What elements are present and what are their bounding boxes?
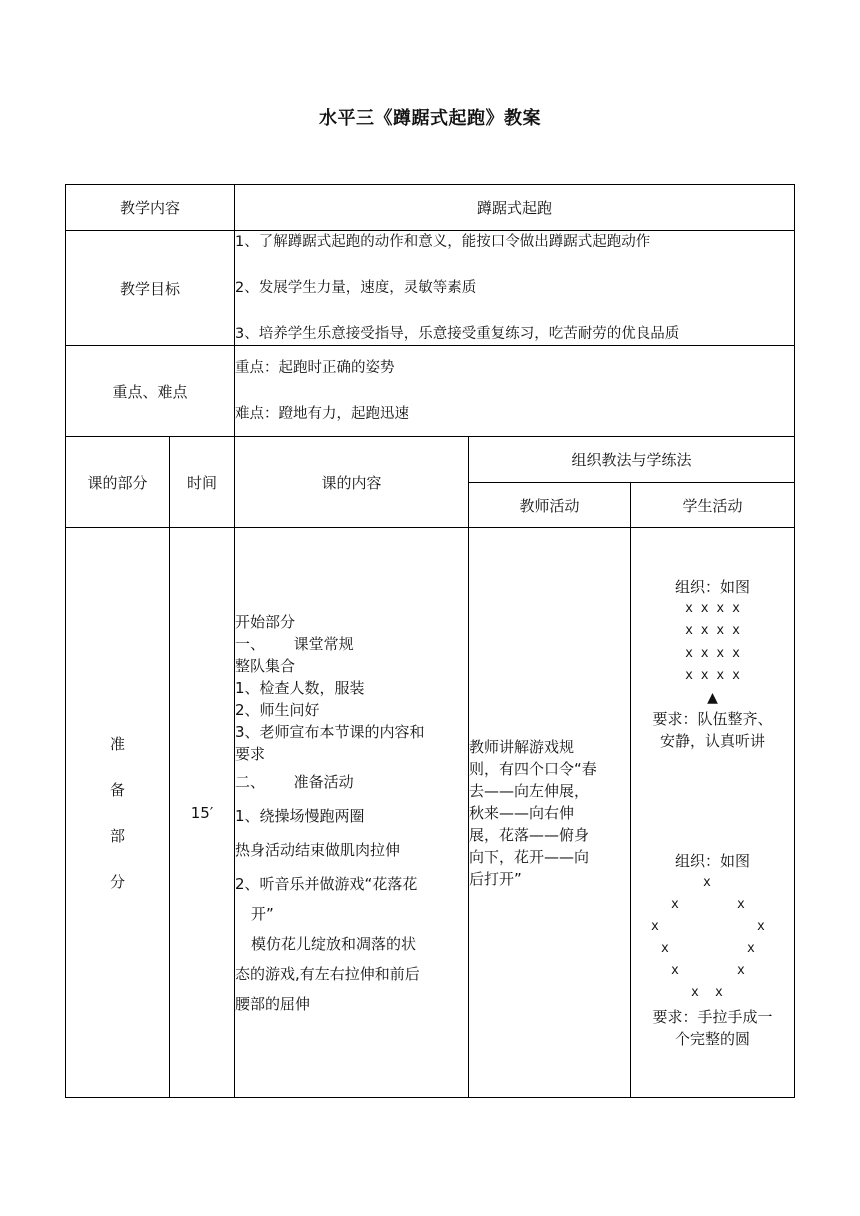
header-method: 组织教法与学练法 (469, 437, 795, 483)
header-part: 课的部分 (66, 437, 170, 528)
content-line: 开” (251, 904, 274, 923)
student-activity (631, 528, 795, 1098)
circle-student-mark: x (747, 940, 755, 956)
teacher-line: 则，有四个口令“春 (469, 759, 597, 778)
circle-student-mark: x (651, 918, 659, 934)
goals-cell (235, 231, 795, 346)
section-name: 准 备 部 分 (66, 528, 170, 1098)
header-time: 时间 (170, 437, 235, 528)
content-line: 2、师生问好 (235, 700, 320, 719)
key-point: 重点：起跑时正确的姿势 (235, 360, 395, 376)
teacher-line: 向下，花开——向 (469, 847, 590, 866)
row-content (66, 185, 795, 231)
circle-student-mark: x (715, 984, 723, 1000)
formation-row: x x x x (685, 668, 740, 683)
circle-student-mark: x (671, 962, 679, 978)
row-header-1 (66, 437, 795, 483)
content-value: 蹲踞式起跑 (235, 185, 795, 231)
teacher-activity (469, 528, 631, 1098)
key-label: 重点、难点 (66, 346, 235, 437)
content-line: 腰部的屈伸 (235, 994, 311, 1013)
formation-1-requirement: 安静，认真听讲 (660, 731, 766, 750)
formation-row: x x x x (685, 623, 740, 638)
header-teacher: 教师活动 (469, 483, 631, 528)
circle-student-mark: x (703, 874, 711, 890)
content-line: 模仿花儿绽放和凋落的状 (251, 934, 417, 953)
content-line: 1、检查人数，服装 (235, 678, 365, 697)
circle-formation (631, 872, 794, 1006)
formation-1-title: 组织：如图 (675, 577, 751, 596)
row-key-points (66, 346, 795, 437)
teacher-line: 去——向左伸展， (469, 781, 590, 800)
circle-student-mark: x (757, 918, 765, 934)
content-line: 开始部分 (235, 612, 296, 631)
header-student: 学生活动 (631, 483, 795, 528)
circle-student-mark: x (671, 896, 679, 912)
time-value: 15′ (170, 528, 235, 1098)
content-line: 3、老师宣布本节课的内容和 (235, 722, 425, 741)
teacher-line: 教师讲解游戏规 (469, 737, 575, 756)
circle-student-mark: x (737, 962, 745, 978)
formation-2-title: 组织：如图 (675, 851, 751, 870)
row-preparation (66, 528, 795, 1098)
teacher-line: 展，花落——俯身 (469, 825, 590, 844)
content-line: 整队集合 (235, 656, 296, 675)
circle-student-mark: x (737, 896, 745, 912)
formation-row: x x x x (685, 600, 740, 616)
content-line: 1、绕操场慢跑两圈 (235, 806, 365, 825)
lesson-content (235, 528, 469, 1098)
content-line: 二、 准备活动 (235, 772, 354, 791)
goal-item: 3、培养学生乐意接受指导，乐意接受重复练习，吃苦耐劳的优良品质 (235, 326, 680, 342)
key-points-cell (235, 346, 795, 437)
content-line: 热身活动结束做肌肉拉伸 (235, 840, 401, 859)
content-line: 2、听音乐并做游戏“花落花 (235, 874, 418, 893)
circle-student-mark: x (691, 984, 699, 1000)
goals-label: 教学目标 (66, 231, 235, 346)
formation-1-requirement: 要求：队伍整齐、 (652, 709, 773, 728)
row-goals (66, 231, 795, 346)
teacher-line: 秋来——向右伸 (469, 803, 575, 822)
content-line: 一、 课堂常规 (235, 634, 354, 653)
content-label: 教学内容 (66, 185, 235, 231)
key-point: 难点：蹬地有力，起跑迅速 (235, 406, 410, 422)
circle-student-mark: x (661, 940, 669, 956)
content-line: 态的游戏,有左右拉伸和前后 (235, 964, 420, 983)
teacher-triangle-icon: ▲ (707, 689, 718, 706)
lesson-plan-table (65, 184, 795, 1098)
formation-2-requirement: 要求：手拉手成一 (652, 1007, 773, 1026)
teacher-line: 后打开” (469, 869, 522, 888)
formation-2-requirement: 个完整的圆 (675, 1029, 751, 1048)
content-line: 要求 (235, 744, 266, 763)
header-content: 课的内容 (235, 437, 469, 528)
formation-row: x x x x (685, 645, 740, 661)
goal-item: 1、了解蹲踞式起跑的动作和意义，能按口令做出蹲踞式起跑动作 (235, 234, 651, 250)
page-title: 水平三《蹲踞式起跑》教案 (319, 108, 541, 129)
goal-item: 2、发展学生力量，速度，灵敏等素质 (235, 280, 477, 296)
